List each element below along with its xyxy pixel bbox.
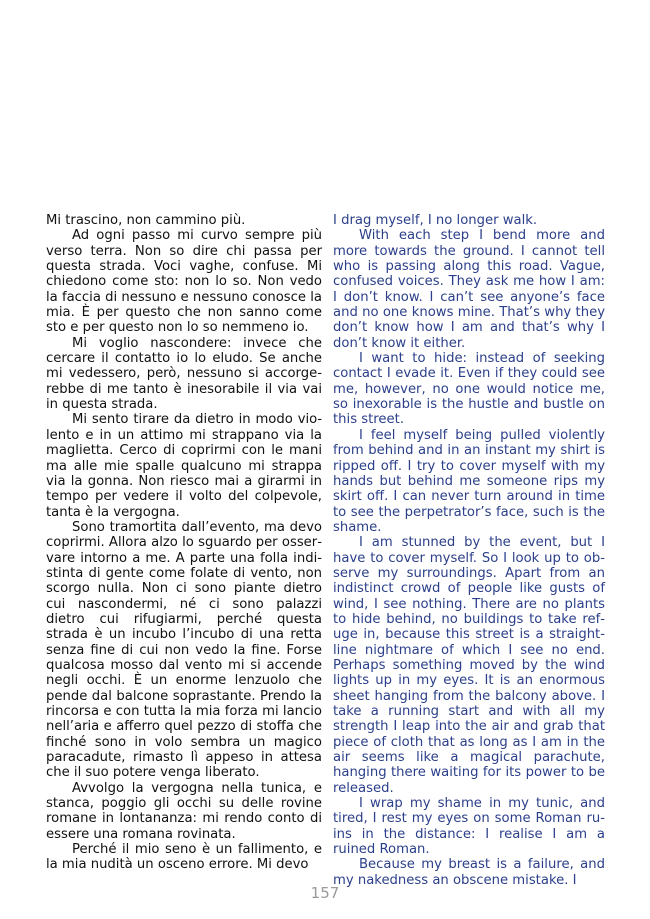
italian-paragraph: Ad ogni passo mi curvo sempre più verso terra. Non so dire chi passa per questa strada. Voci vaghe, confuse. Mi chiedono come sto: non lo so. Non vedo la faccia di nessuno e nessuno conosce la mia. È per questo che non sanno come sto e per questo non lo so nemmeno io. — [46, 228, 322, 336]
italian-paragraph: Perché il mio seno è un fallimento, e la mia nudità un osceno errore. Mi devo — [46, 842, 322, 873]
italian-paragraph: Sono tramortita dall’evento, ma devo coprirmi. Allora alzo lo sguardo per osservare intorno a me. A parte una folla indistinta di gente come folate di vento, non scorgo nulla. Non ci sono piante dietro cui nascondermi, né ci sono palazzi dietro cui rifugiarmi, perché questa strada è un incubo l’incubo di una retta senza fine di cui non vedo la fine. Forse qualcosa mosso dal vento mi si accende negli occhi. È un enorme lenzuolo che pende dal balcone soprastante. Prendo la rincorsa e con tutta la mia forza mi lancio nell’aria e afferro quel pezzo di stoffa che finché sono in volo sembra un magico paracadute, rimasto lì appeso in attesa che il suo potere venga liberato. — [46, 519, 322, 781]
english-paragraph: I drag myself, I no longer walk. — [333, 213, 538, 228]
italian-paragraph: Mi voglio nascondere: invece che cercare il contatto io lo eludo. Se anche mi vedessero, però, nessuno si accorgerebbe di me tanto è inesorabile il via vai in questa strada. — [46, 335, 322, 413]
italian-text-column — [46, 213, 322, 873]
english-paragraph: With each step I bend more and more towards the ground. I cannot tell who is passing along this road. Vague, confused voices. They ask me how I am: I don’t know. I can’t see anyone’s face and no one knows mine. That’s why they don’t know how I am and that’s why I don’t know it either. — [333, 228, 605, 351]
english-paragraph: I am stunned by the event, but I have to cover myself. So I look up to observe my surroundings. Apart from an indistinct crowd of people like gusts of wind, I see nothing. There are no plants to hide behind, no buildings to take refuge in, because this street is a straightline nightmare of which I see no end. Perhaps something moved by the wind lights up in my eyes. It is an enormous sheet hanging from the balcony above. I take a running start and with all my strength I leap into the air and grab that piece of cloth that as long as I am in the air seems like a magical parachute, hanging there waiting for its power to be released. — [333, 535, 605, 796]
english-paragraph: I feel myself being pulled violently from behind and in an instant my shirt is ripped off. I try to cover myself with my hands but behind me someone rips my skirt off. I can never turn around in time to see the perpetrator’s face, such is the shame. — [333, 427, 605, 535]
italian-paragraph: Avvolgo la vergogna nella tunica, e stanca, poggio gli occhi su delle rovine romane in lontananza: mi rendo conto di essere una romana rovinata. — [46, 780, 322, 842]
italian-paragraph: Mi trascino, non cammino più. — [46, 213, 246, 228]
english-paragraph: Because my breast is a failure, and my nakedness an obscene mistake. I — [333, 857, 605, 888]
english-text-column — [333, 213, 605, 888]
italian-paragraph: Mi sento tirare da dietro in modo violento e in un attimo mi strappano via la maglietta. Cerco di coprirmi con le mani ma alle mie spalle qualcuno mi strappa via la gonna. Non riesco mai a girarmi in tempo per vedere il volto del colpevole, tanta è la vergogna. — [46, 412, 322, 520]
page-number: 157 — [310, 884, 340, 902]
english-paragraph: I wrap my shame in my tunic, and tired, I rest my eyes on some Roman ruins in the distance: I realise I am a ruined Roman. — [333, 796, 605, 858]
english-paragraph: I want to hide: instead of seeking contact I evade it. Even if they could see me, however, no one would notice me, so inexorable is the hustle and bustle on this street. — [333, 351, 605, 428]
